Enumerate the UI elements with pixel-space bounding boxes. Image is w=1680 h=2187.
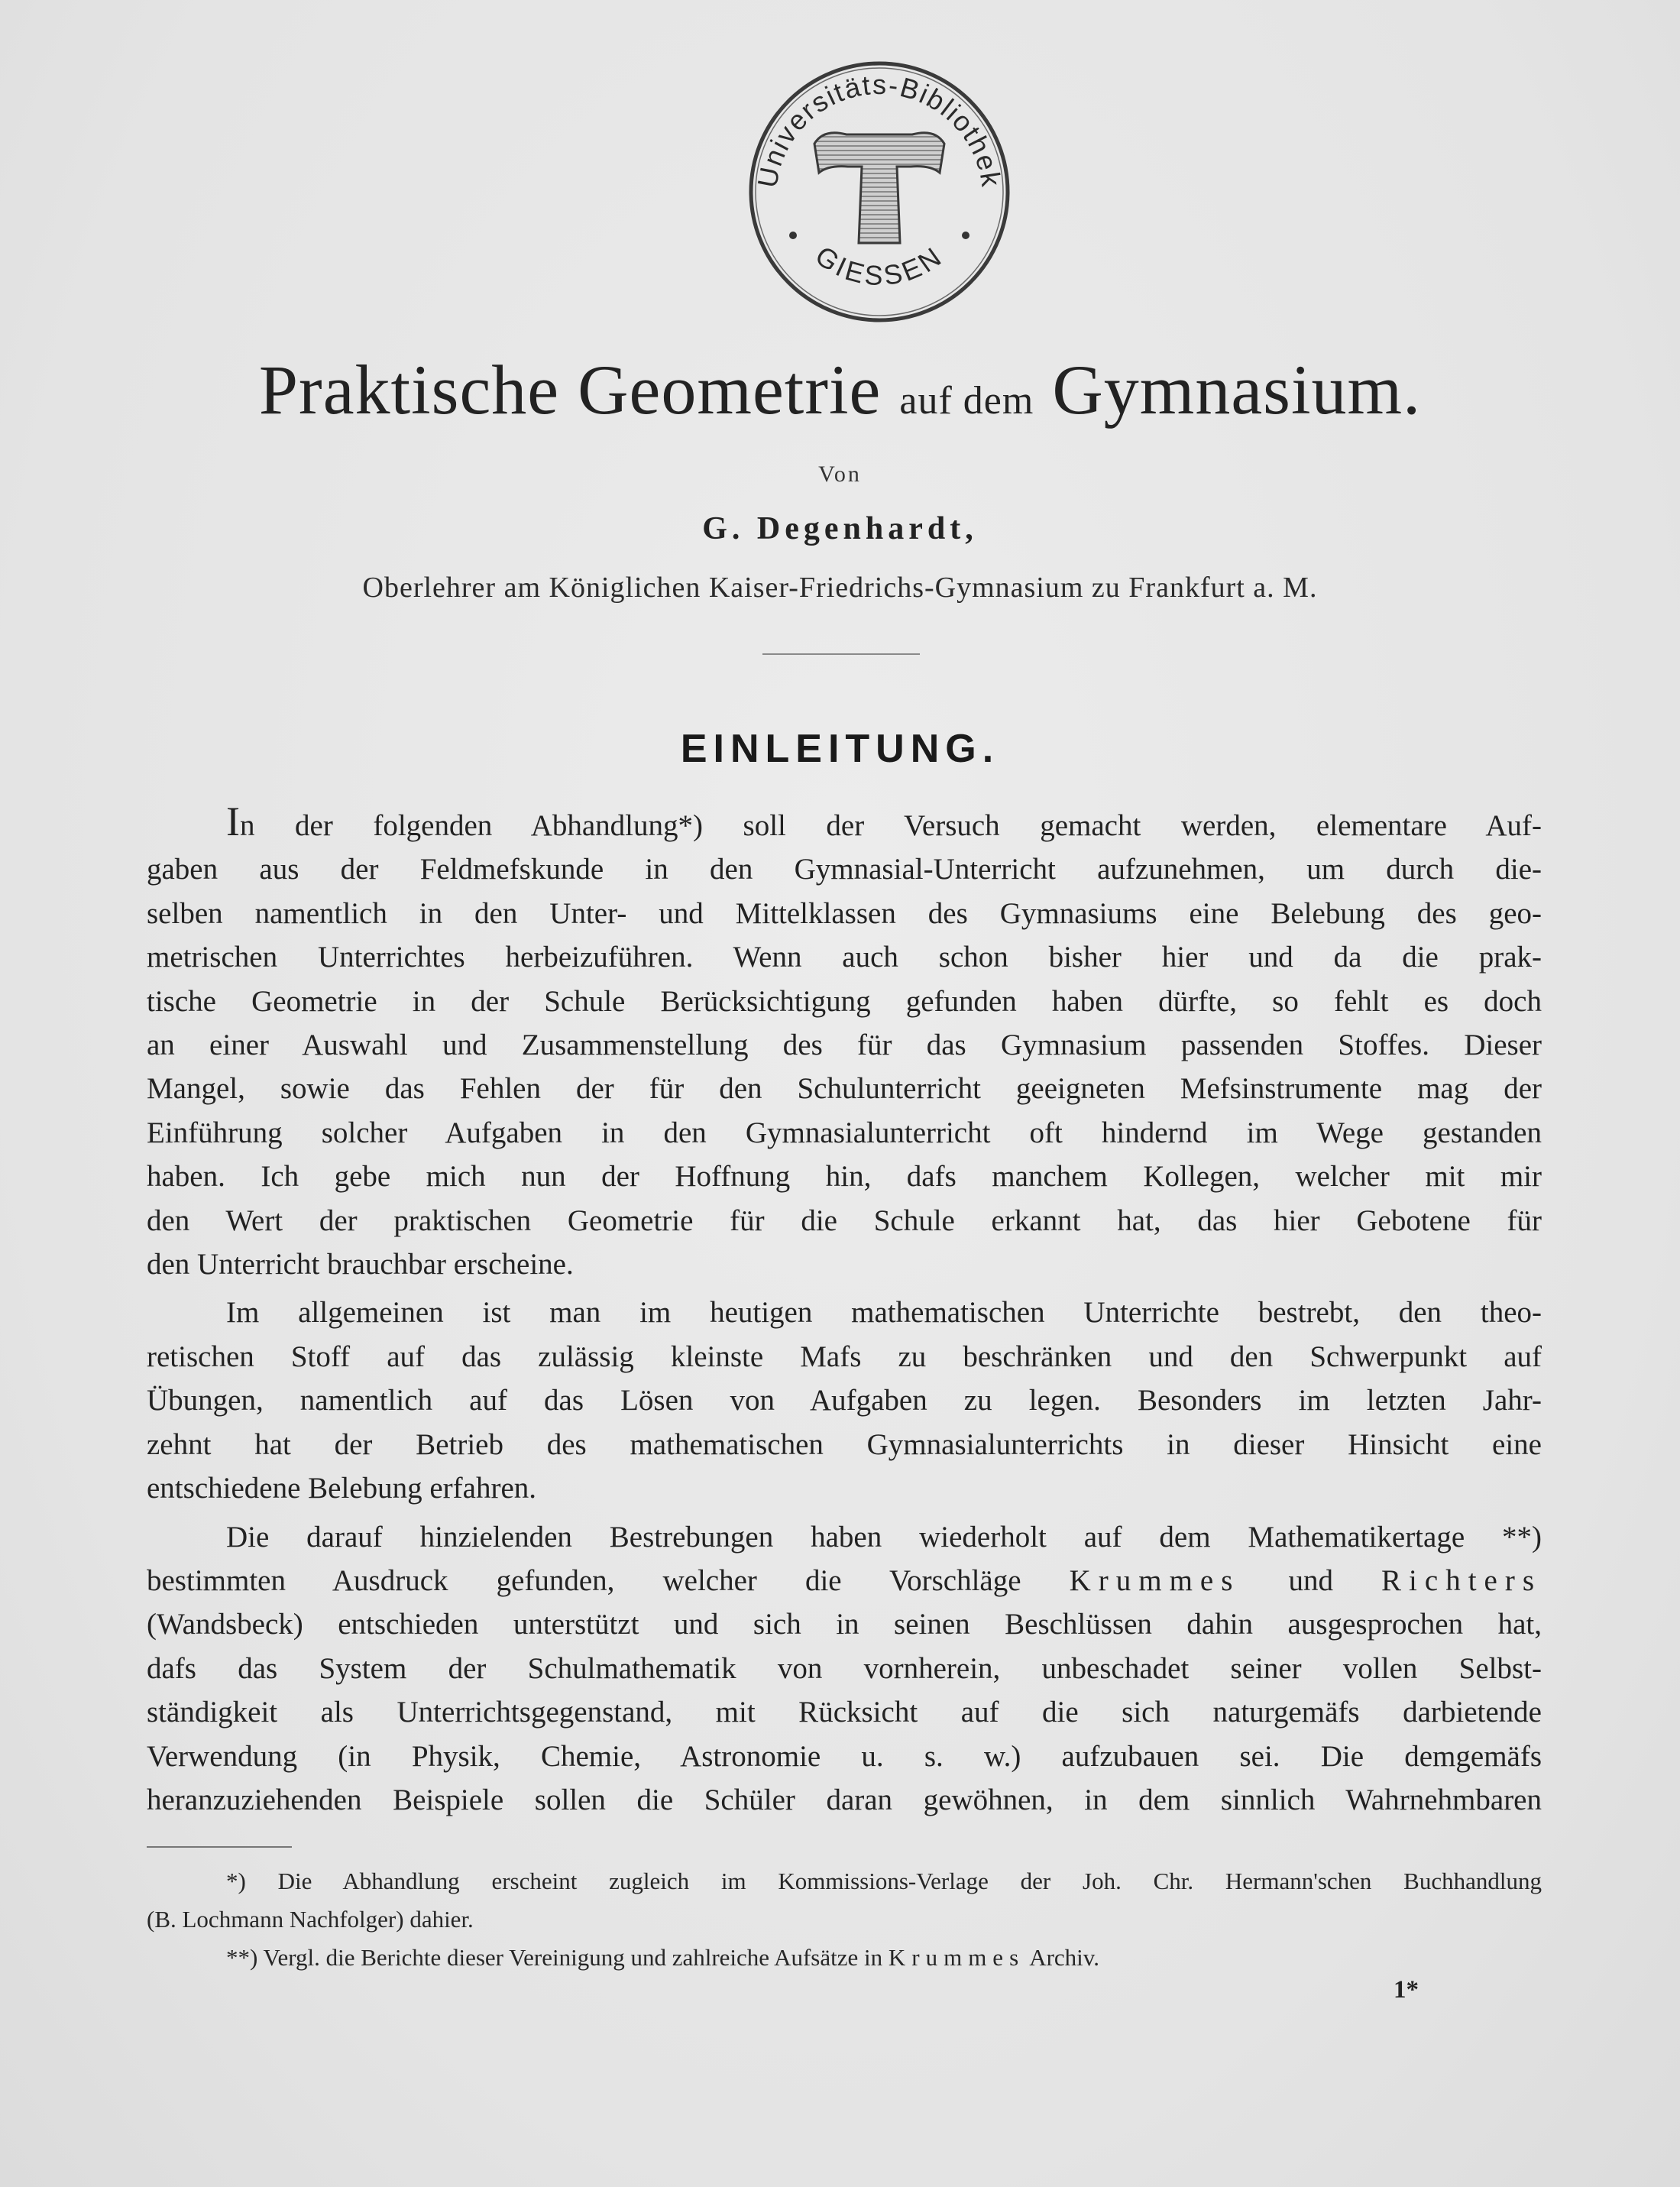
paragraph-1-line: den Unterricht brauchbar erscheine. (147, 1248, 574, 1281)
paragraph-3-line: Verwendung (in Physik, Chemie, Astronomie u. s. w.) aufzubauen sei. Die demgemäfs (147, 1739, 1542, 1773)
paragraph-3 (147, 1515, 1542, 1823)
article-title (0, 344, 1680, 447)
paragraph-1 (147, 799, 1542, 1286)
library-stamp (740, 52, 1019, 332)
paragraph-1-line: tische Geometrie in der Schule Berücksichtigung gefunden haben dürfte, so fehlt es doch (147, 984, 1542, 1018)
paragraph-3-line: bestimmten Ausdruck gefunden, welcher die Vorschläge Krummes und Richters (147, 1563, 1542, 1597)
paragraph-1-line: selben namentlich in den Unter- und Mittelklassen des Gymnasiums eine Belebung des geo- (147, 896, 1542, 930)
page-number: 1* (1394, 1976, 1419, 2004)
paragraph-2-line: Übungen, namentlich auf das Lösen von Aufgaben zu legen. Besonders im letzten Jahr- (147, 1384, 1542, 1418)
stamp-ring-top: Universitäts-Bibliothek (751, 68, 1008, 190)
paragraph-1-line: Mangel, sowie das Fehlen der für den Schulunterricht geeigneten Mefsinstrumente mag der (147, 1072, 1542, 1106)
section-heading: EINLEITUNG. (680, 727, 1000, 771)
paragraph-2-line: zehnt hat der Betrieb des mathematischen Gymnasialunterrichts in dieser Hinsicht eine (147, 1427, 1542, 1461)
paragraph-2 (147, 1291, 1542, 1510)
author-name: G. Degenhardt, (702, 511, 978, 546)
library-stamp-icon (740, 52, 1019, 332)
svg-text:GIESSEN (810, 239, 949, 291)
title-part-2: auf dem (899, 379, 1034, 423)
dropcap-letter: I (226, 799, 240, 844)
title-divider (762, 653, 920, 655)
paragraph-1-line: den Wert der praktischen Geometrie für die Schule erkannt hat, das hier Gebotene für (147, 1204, 1542, 1237)
byline-von: Von (818, 462, 862, 487)
paragraph-3-line: Die darauf hinzielenden Bestrebungen haben wiederholt auf dem Mathematikertage **) (226, 1520, 1542, 1554)
paragraph-1-line: metrischen Unterrichtes herbeizuführen. Wenn auch schon bisher hier und da die prak- (147, 941, 1542, 974)
paragraph-1-line: gaben aus der Feldmefskunde in den Gymnasial-Unterricht aufzunehmen, um durch die- (147, 853, 1542, 886)
paragraph-1-line: Einführung solcher Aufgaben in den Gymnasialunterricht oft hindernd im Wege gestanden (147, 1116, 1542, 1149)
footnote-name-krumme: Krummes (888, 1944, 1025, 1971)
paragraph-3-line: dafs das System der Schulmathematik von vornherein, unbeschadet seiner vollen Selbst- (147, 1651, 1542, 1685)
footnote-2: **) Vergl. die Berichte dieser Vereinigung und zahlreiche Aufsätze in Krummes Archiv. (226, 1944, 1100, 1971)
title-part-3: Gymnasium. (1052, 351, 1422, 429)
paragraph-3-line: (Wandsbeck) entschieden unterstützt und sich in seinen Beschlüssen dahin ausgesprochen hat, (147, 1608, 1542, 1641)
paragraph-3-line: ständigkeit als Unterrichtsgegenstand, mit Rücksicht auf die sich naturgemäfs darbietende (147, 1696, 1542, 1729)
author-affiliation: Oberlehrer am Königlichen Kaiser-Friedrichs-Gymnasium zu Frankfurt a. M. (362, 572, 1318, 604)
name-richter: Richters (1381, 1563, 1542, 1597)
stamp-ring-bottom: GIESSEN (809, 239, 950, 292)
paragraph-1-line: In der folgenden Abhandlung*) soll der Versuch gemacht werden, elementare Auf- (226, 799, 1542, 844)
footnotes (147, 1862, 1542, 1977)
name-krumme: Krummes (1069, 1563, 1241, 1597)
paragraph-2-line: entschiedene Belebung erfahren. (147, 1472, 537, 1505)
paragraph-1-line: an einer Auswahl und Zusammenstellung des für das Gymnasium passenden Stoffes. Dieser (147, 1029, 1542, 1062)
paragraph-2-line: Im allgemeinen ist man im heutigen mathematischen Unterrichte bestrebt, den theo- (226, 1296, 1542, 1330)
title-part-1: Praktische Geometrie (258, 351, 882, 429)
footnote-divider (147, 1846, 292, 1848)
body-text (147, 799, 1542, 1822)
paragraph-3-line: heranzuziehenden Beispiele sollen die Schüler daran gewöhnen, in dem sinnlich Wahrnehmbaren (147, 1783, 1542, 1816)
paragraph-1-line: haben. Ich gebe mich nun der Hoffnung hin, dafs manchem Kollegen, welcher mit mir (147, 1160, 1542, 1194)
footnote-1-line-1: *) Die Abhandlung erscheint zugleich im Kommissions-Verlage der Joh. Chr. Hermann'schen Buchhandlung (226, 1868, 1542, 1894)
footnote-1-line-2: (B. Lochmann Nachfolger) dahier. (147, 1906, 474, 1933)
paragraph-2-line: retischen Stoff auf das zulässig kleinste Mafs zu beschränken und den Schwerpunkt auf (147, 1340, 1542, 1373)
